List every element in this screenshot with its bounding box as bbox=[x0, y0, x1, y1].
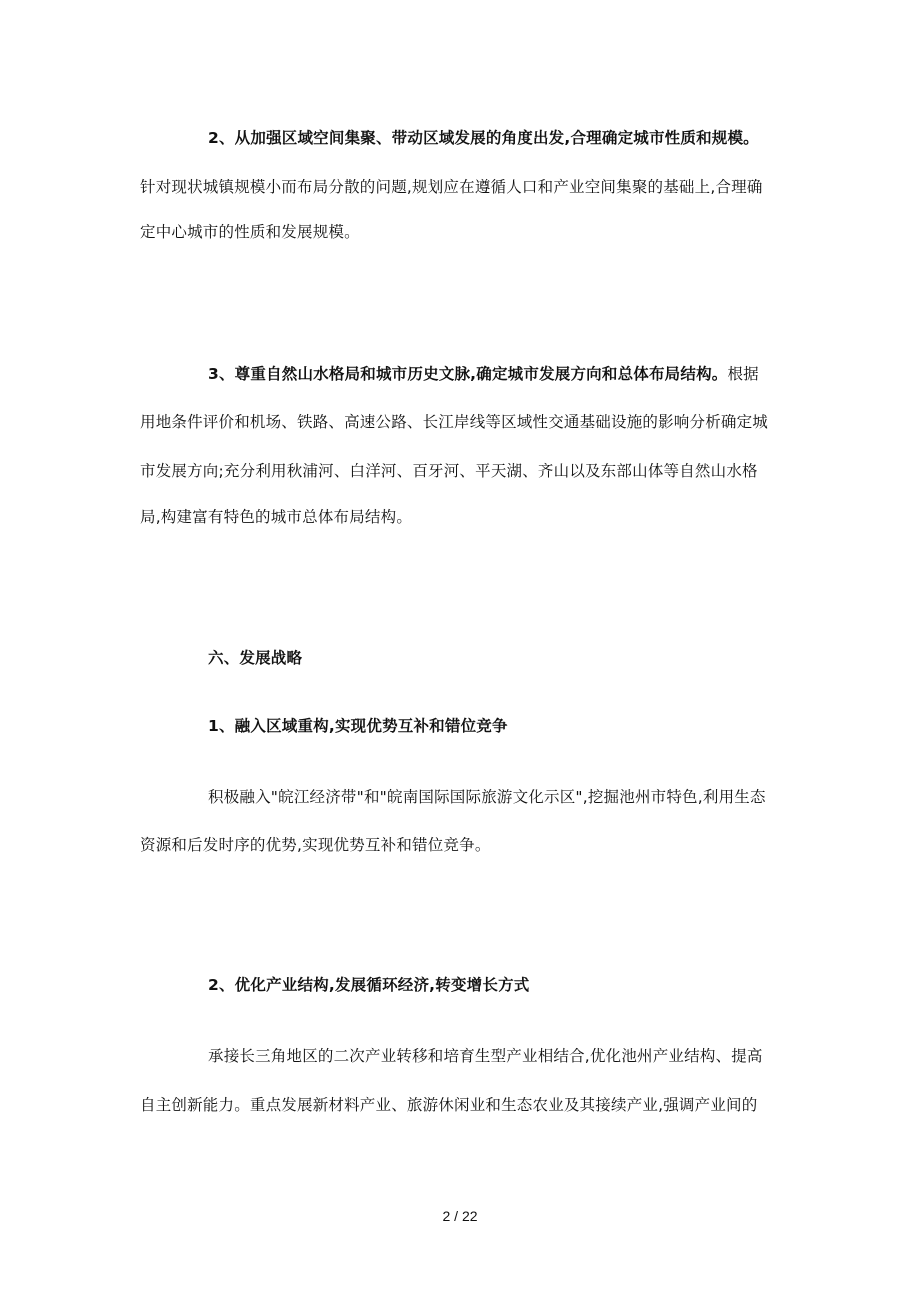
strategy-2-paragraph-line-1: 承接长三角地区的二次产业转移和培育生型产业相结合,优化池州产业结构、提高 bbox=[208, 1047, 763, 1065]
section-3-paragraph-line-1: 用地条件评价和机场、铁路、高速公路、长江岸线等区域性交通基础设施的影响分析确定城 bbox=[140, 413, 769, 431]
strategy-1-paragraph-line-1: 积极融入"皖江经济带"和"皖南国际国际旅游文化示区",挖掘池州市特色,利用生态 bbox=[208, 788, 766, 806]
section-3-title-bold: 3、尊重自然山水格局和城市历史文脉,确定城市发展方向和总体布局结构。 bbox=[208, 365, 728, 383]
section-2-paragraph-line-1: 针对现状城镇规模小而布局分散的问题,规划应在遵循人口和产业空间集聚的基础上,合理确 bbox=[140, 178, 763, 196]
strategy-1-paragraph-line-2: 资源和后发时序的优势,实现优势互补和错位竞争。 bbox=[140, 836, 491, 854]
section-3-title bbox=[208, 364, 785, 384]
strategy-1-title: 1、融入区域重构,实现优势互补和错位竞争 bbox=[208, 717, 508, 735]
heading-development-strategy: 六、发展战略 bbox=[208, 649, 303, 667]
section-2-title: 2、从加强区域空间集聚、带动区域发展的角度出发,合理确定城市性质和规模。 bbox=[208, 129, 759, 147]
section-3-paragraph-line-2: 市发展方向;充分利用秋浦河、白洋河、百牙河、平天湖、齐山以及东部山体等自然山水格 bbox=[140, 462, 758, 480]
page-number: 2 / 22 bbox=[442, 1208, 478, 1224]
section-2-paragraph-line-2: 定中心城市的性质和发展规模。 bbox=[140, 223, 360, 241]
section-3-title-tail: 根据 bbox=[727, 365, 759, 383]
strategy-2-paragraph-line-2: 自主创新能力。重点发展新材料产业、旅游休闲业和生态农业及其接续产业,强调产业间的 bbox=[140, 1096, 758, 1114]
strategy-2-title: 2、优化产业结构,发展循环经济,转变增长方式 bbox=[208, 976, 530, 994]
section-3-paragraph-line-3: 局,构建富有特色的城市总体布局结构。 bbox=[140, 508, 413, 526]
